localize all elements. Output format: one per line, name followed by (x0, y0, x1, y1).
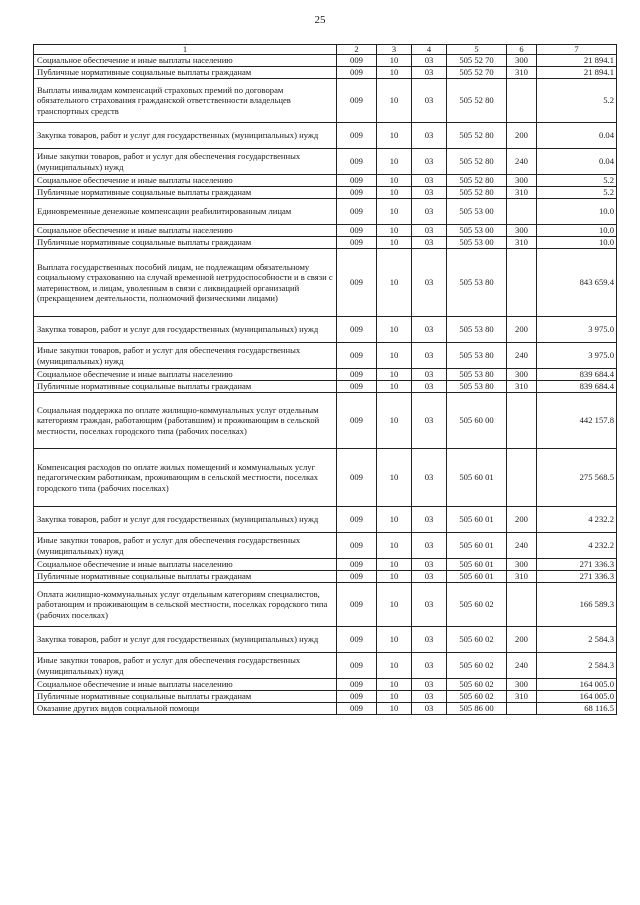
expense-type-cell: 310 (507, 67, 537, 79)
table-row (34, 343, 617, 369)
target-article-cell: 505 52 80 (447, 79, 507, 123)
expense-type-cell (507, 703, 537, 715)
table-row (34, 199, 617, 225)
target-article-cell: 505 52 80 (447, 123, 507, 149)
admin-code-cell: 009 (337, 627, 377, 653)
target-article-cell: 505 52 80 (447, 175, 507, 187)
subsection-cell: 03 (412, 583, 447, 627)
section-cell: 10 (377, 703, 412, 715)
subsection-cell: 03 (412, 533, 447, 559)
amount-cell: 839 684.4 (537, 381, 617, 393)
table-row (34, 175, 617, 187)
section-cell: 10 (377, 225, 412, 237)
row-name-cell: Иные закупки товаров, работ и услуг для обеспечения государственных (муниципальных) нужд (34, 149, 337, 175)
table-row (34, 653, 617, 679)
expense-type-cell: 200 (507, 317, 537, 343)
expense-type-cell: 200 (507, 507, 537, 533)
table-row (34, 123, 617, 149)
subsection-cell: 03 (412, 237, 447, 249)
subsection-cell: 03 (412, 703, 447, 715)
row-name-cell: Иные закупки товаров, работ и услуг для обеспечения государственных (муниципальных) нужд (34, 653, 337, 679)
expense-type-cell: 300 (507, 369, 537, 381)
page-number: 25 (314, 14, 326, 26)
amount-cell: 3 975.0 (537, 317, 617, 343)
amount-cell: 4 232.2 (537, 507, 617, 533)
section-cell: 10 (377, 571, 412, 583)
amount-cell: 0.04 (537, 123, 617, 149)
row-name-cell: Публичные нормативные социальные выплаты гражданам (34, 381, 337, 393)
target-article-cell: 505 53 00 (447, 237, 507, 249)
target-article-cell: 505 52 70 (447, 67, 507, 79)
subsection-cell: 03 (412, 149, 447, 175)
expense-type-cell: 310 (507, 381, 537, 393)
subsection-cell: 03 (412, 393, 447, 449)
amount-cell: 10.0 (537, 225, 617, 237)
target-article-cell: 505 52 80 (447, 149, 507, 175)
expense-type-cell: 310 (507, 691, 537, 703)
expense-type-cell: 240 (507, 149, 537, 175)
admin-code-cell: 009 (337, 507, 377, 533)
amount-cell: 275 568.5 (537, 449, 617, 507)
admin-code-cell: 009 (337, 679, 377, 691)
section-cell: 10 (377, 55, 412, 67)
target-article-cell: 505 86 00 (447, 703, 507, 715)
section-cell: 10 (377, 369, 412, 381)
section-cell: 10 (377, 79, 412, 123)
target-article-cell: 505 53 00 (447, 225, 507, 237)
column-header: 4 (412, 45, 447, 55)
row-name-cell: Иные закупки товаров, работ и услуг для обеспечения государственных (муниципальных) нужд (34, 533, 337, 559)
section-cell: 10 (377, 533, 412, 559)
expense-type-cell: 310 (507, 571, 537, 583)
amount-cell: 5.2 (537, 187, 617, 199)
row-name-cell: Выплата государственных пособий лицам, не подлежащим обязательному социальному страхованию на случай временной нетрудоспособности и в связи с материнством, и лицам, уволенным в связи с ликвидацией организаций (прекращением деятельности, полномочий физическими лицами) (34, 249, 337, 317)
target-article-cell: 505 53 00 (447, 199, 507, 225)
row-name-cell: Социальное обеспечение и иные выплаты населению (34, 559, 337, 571)
row-name-cell: Публичные нормативные социальные выплаты гражданам (34, 571, 337, 583)
subsection-cell: 03 (412, 343, 447, 369)
admin-code-cell: 009 (337, 653, 377, 679)
row-name-cell: Социальное обеспечение и иные выплаты населению (34, 679, 337, 691)
header-row (34, 45, 617, 55)
expense-type-cell: 300 (507, 679, 537, 691)
subsection-cell: 03 (412, 67, 447, 79)
expense-type-cell: 240 (507, 533, 537, 559)
expense-type-cell: 300 (507, 225, 537, 237)
expense-type-cell (507, 249, 537, 317)
row-name-cell: Социальное обеспечение и иные выплаты населению (34, 175, 337, 187)
row-name-cell: Публичные нормативные социальные выплаты гражданам (34, 67, 337, 79)
subsection-cell: 03 (412, 559, 447, 571)
row-name-cell: Закупка товаров, работ и услуг для государственных (муниципальных) нужд (34, 627, 337, 653)
row-name-cell: Закупка товаров, работ и услуг для государственных (муниципальных) нужд (34, 123, 337, 149)
target-article-cell: 505 53 80 (447, 343, 507, 369)
amount-cell: 3 975.0 (537, 343, 617, 369)
target-article-cell: 505 53 80 (447, 317, 507, 343)
column-header: 6 (507, 45, 537, 55)
expense-type-cell: 200 (507, 123, 537, 149)
table-row (34, 703, 617, 715)
admin-code-cell: 009 (337, 449, 377, 507)
amount-cell: 271 336.3 (537, 559, 617, 571)
row-name-cell: Иные закупки товаров, работ и услуг для обеспечения государственных (муниципальных) нужд (34, 343, 337, 369)
admin-code-cell: 009 (337, 123, 377, 149)
expense-type-cell (507, 583, 537, 627)
section-cell: 10 (377, 627, 412, 653)
target-article-cell: 505 60 02 (447, 653, 507, 679)
section-cell: 10 (377, 123, 412, 149)
amount-cell: 164 005.0 (537, 691, 617, 703)
amount-cell: 68 116.5 (537, 703, 617, 715)
row-name-cell: Закупка товаров, работ и услуг для государственных (муниципальных) нужд (34, 317, 337, 343)
table-row (34, 67, 617, 79)
table-row (34, 627, 617, 653)
row-name-cell: Социальная поддержка по оплате жилищно-коммунальных услуг отдельным категориям граждан, работающим (работавшим) и проживающим в сельской местности, поселках городского типа (рабочих поселках) (34, 393, 337, 449)
expense-type-cell: 240 (507, 343, 537, 369)
table-row (34, 317, 617, 343)
expense-type-cell: 300 (507, 559, 537, 571)
subsection-cell: 03 (412, 369, 447, 381)
subsection-cell: 03 (412, 507, 447, 533)
amount-cell: 442 157.8 (537, 393, 617, 449)
admin-code-cell: 009 (337, 691, 377, 703)
admin-code-cell: 009 (337, 533, 377, 559)
row-name-cell: Публичные нормативные социальные выплаты гражданам (34, 237, 337, 249)
subsection-cell: 03 (412, 449, 447, 507)
admin-code-cell: 009 (337, 559, 377, 571)
table-row (34, 149, 617, 175)
subsection-cell: 03 (412, 187, 447, 199)
section-cell: 10 (377, 583, 412, 627)
row-name-cell: Компенсация расходов по оплате жилых помещений и коммунальных услуг педагогическим работникам, проживающим в сельской местности, поселках городского типа (рабочих поселках) (34, 449, 337, 507)
amount-cell: 166 589.3 (537, 583, 617, 627)
section-cell: 10 (377, 507, 412, 533)
subsection-cell: 03 (412, 249, 447, 317)
admin-code-cell: 009 (337, 237, 377, 249)
budget-table (33, 44, 617, 715)
amount-cell: 843 659.4 (537, 249, 617, 317)
table-row (34, 187, 617, 199)
admin-code-cell: 009 (337, 571, 377, 583)
amount-cell: 4 232.2 (537, 533, 617, 559)
target-article-cell: 505 60 01 (447, 449, 507, 507)
table-row (34, 237, 617, 249)
subsection-cell: 03 (412, 653, 447, 679)
admin-code-cell: 009 (337, 187, 377, 199)
target-article-cell: 505 52 80 (447, 187, 507, 199)
admin-code-cell: 009 (337, 249, 377, 317)
section-cell: 10 (377, 559, 412, 571)
admin-code-cell: 009 (337, 369, 377, 381)
subsection-cell: 03 (412, 571, 447, 583)
subsection-cell: 03 (412, 199, 447, 225)
subsection-cell: 03 (412, 225, 447, 237)
section-cell: 10 (377, 449, 412, 507)
row-name-cell: Социальное обеспечение и иные выплаты населению (34, 225, 337, 237)
amount-cell: 271 336.3 (537, 571, 617, 583)
expense-type-cell (507, 199, 537, 225)
expense-type-cell: 300 (507, 175, 537, 187)
expense-type-cell (507, 79, 537, 123)
section-cell: 10 (377, 343, 412, 369)
table-row (34, 533, 617, 559)
row-name-cell: Публичные нормативные социальные выплаты гражданам (34, 187, 337, 199)
admin-code-cell: 009 (337, 55, 377, 67)
table-row (34, 381, 617, 393)
target-article-cell: 505 53 80 (447, 249, 507, 317)
expense-type-cell: 310 (507, 187, 537, 199)
table-row (34, 559, 617, 571)
subsection-cell: 03 (412, 55, 447, 67)
table-row (34, 225, 617, 237)
amount-cell: 10.0 (537, 199, 617, 225)
table-body (34, 55, 617, 715)
target-article-cell: 505 60 02 (447, 691, 507, 703)
section-cell: 10 (377, 199, 412, 225)
subsection-cell: 03 (412, 79, 447, 123)
target-article-cell: 505 60 02 (447, 583, 507, 627)
admin-code-cell: 009 (337, 225, 377, 237)
table-row (34, 55, 617, 67)
admin-code-cell: 009 (337, 317, 377, 343)
amount-cell: 164 005.0 (537, 679, 617, 691)
row-name-cell: Выплаты инвалидам компенсаций страховых премий по договорам обязательного страхования гражданской ответственности владельцев транспортных средств (34, 79, 337, 123)
subsection-cell: 03 (412, 381, 447, 393)
subsection-cell: 03 (412, 317, 447, 343)
target-article-cell: 505 60 02 (447, 679, 507, 691)
admin-code-cell: 009 (337, 381, 377, 393)
admin-code-cell: 009 (337, 343, 377, 369)
table-row (34, 393, 617, 449)
column-header: 7 (537, 45, 617, 55)
table-row (34, 369, 617, 381)
column-header: 2 (337, 45, 377, 55)
column-header: 1 (34, 45, 337, 55)
target-article-cell: 505 52 70 (447, 55, 507, 67)
admin-code-cell: 009 (337, 67, 377, 79)
section-cell: 10 (377, 175, 412, 187)
section-cell: 10 (377, 187, 412, 199)
target-article-cell: 505 60 00 (447, 393, 507, 449)
admin-code-cell: 009 (337, 393, 377, 449)
section-cell: 10 (377, 149, 412, 175)
target-article-cell: 505 60 02 (447, 627, 507, 653)
expense-type-cell: 240 (507, 653, 537, 679)
section-cell: 10 (377, 393, 412, 449)
subsection-cell: 03 (412, 123, 447, 149)
table-row (34, 691, 617, 703)
table-row (34, 507, 617, 533)
table-row (34, 79, 617, 123)
expense-type-cell: 300 (507, 55, 537, 67)
column-header: 5 (447, 45, 507, 55)
expense-type-cell: 200 (507, 627, 537, 653)
admin-code-cell: 009 (337, 175, 377, 187)
table-row (34, 679, 617, 691)
admin-code-cell: 009 (337, 79, 377, 123)
amount-cell: 21 894.1 (537, 67, 617, 79)
row-name-cell: Оплата жилищно-коммунальных услуг отдельным категориям специалистов, работающим и проживающим в сельской местности, поселках городского типа (рабочих поселках) (34, 583, 337, 627)
amount-cell: 21 894.1 (537, 55, 617, 67)
table-row (34, 449, 617, 507)
row-name-cell: Закупка товаров, работ и услуг для государственных (муниципальных) нужд (34, 507, 337, 533)
target-article-cell: 505 60 01 (447, 507, 507, 533)
amount-cell: 5.2 (537, 175, 617, 187)
row-name-cell: Единовременные денежные компенсации реабилитированным лицам (34, 199, 337, 225)
admin-code-cell: 009 (337, 583, 377, 627)
row-name-cell: Социальное обеспечение и иные выплаты населению (34, 369, 337, 381)
section-cell: 10 (377, 653, 412, 679)
expense-type-cell: 310 (507, 237, 537, 249)
target-article-cell: 505 53 80 (447, 369, 507, 381)
section-cell: 10 (377, 691, 412, 703)
amount-cell: 2 584.3 (537, 653, 617, 679)
subsection-cell: 03 (412, 691, 447, 703)
subsection-cell: 03 (412, 627, 447, 653)
admin-code-cell: 009 (337, 703, 377, 715)
amount-cell: 839 684.4 (537, 369, 617, 381)
subsection-cell: 03 (412, 175, 447, 187)
section-cell: 10 (377, 317, 412, 343)
row-name-cell: Публичные нормативные социальные выплаты гражданам (34, 691, 337, 703)
amount-cell: 10.0 (537, 237, 617, 249)
subsection-cell: 03 (412, 679, 447, 691)
row-name-cell: Социальное обеспечение и иные выплаты населению (34, 55, 337, 67)
column-header: 3 (377, 45, 412, 55)
section-cell: 10 (377, 67, 412, 79)
table-row (34, 583, 617, 627)
target-article-cell: 505 60 01 (447, 559, 507, 571)
table-row (34, 249, 617, 317)
section-cell: 10 (377, 679, 412, 691)
expense-type-cell (507, 449, 537, 507)
section-cell: 10 (377, 237, 412, 249)
target-article-cell: 505 53 80 (447, 381, 507, 393)
section-cell: 10 (377, 381, 412, 393)
amount-cell: 2 584.3 (537, 627, 617, 653)
target-article-cell: 505 60 01 (447, 571, 507, 583)
amount-cell: 0.04 (537, 149, 617, 175)
amount-cell: 5.2 (537, 79, 617, 123)
table-row (34, 571, 617, 583)
row-name-cell: Оказание других видов социальной помощи (34, 703, 337, 715)
expense-type-cell (507, 393, 537, 449)
admin-code-cell: 009 (337, 199, 377, 225)
admin-code-cell: 009 (337, 149, 377, 175)
target-article-cell: 505 60 01 (447, 533, 507, 559)
section-cell: 10 (377, 249, 412, 317)
